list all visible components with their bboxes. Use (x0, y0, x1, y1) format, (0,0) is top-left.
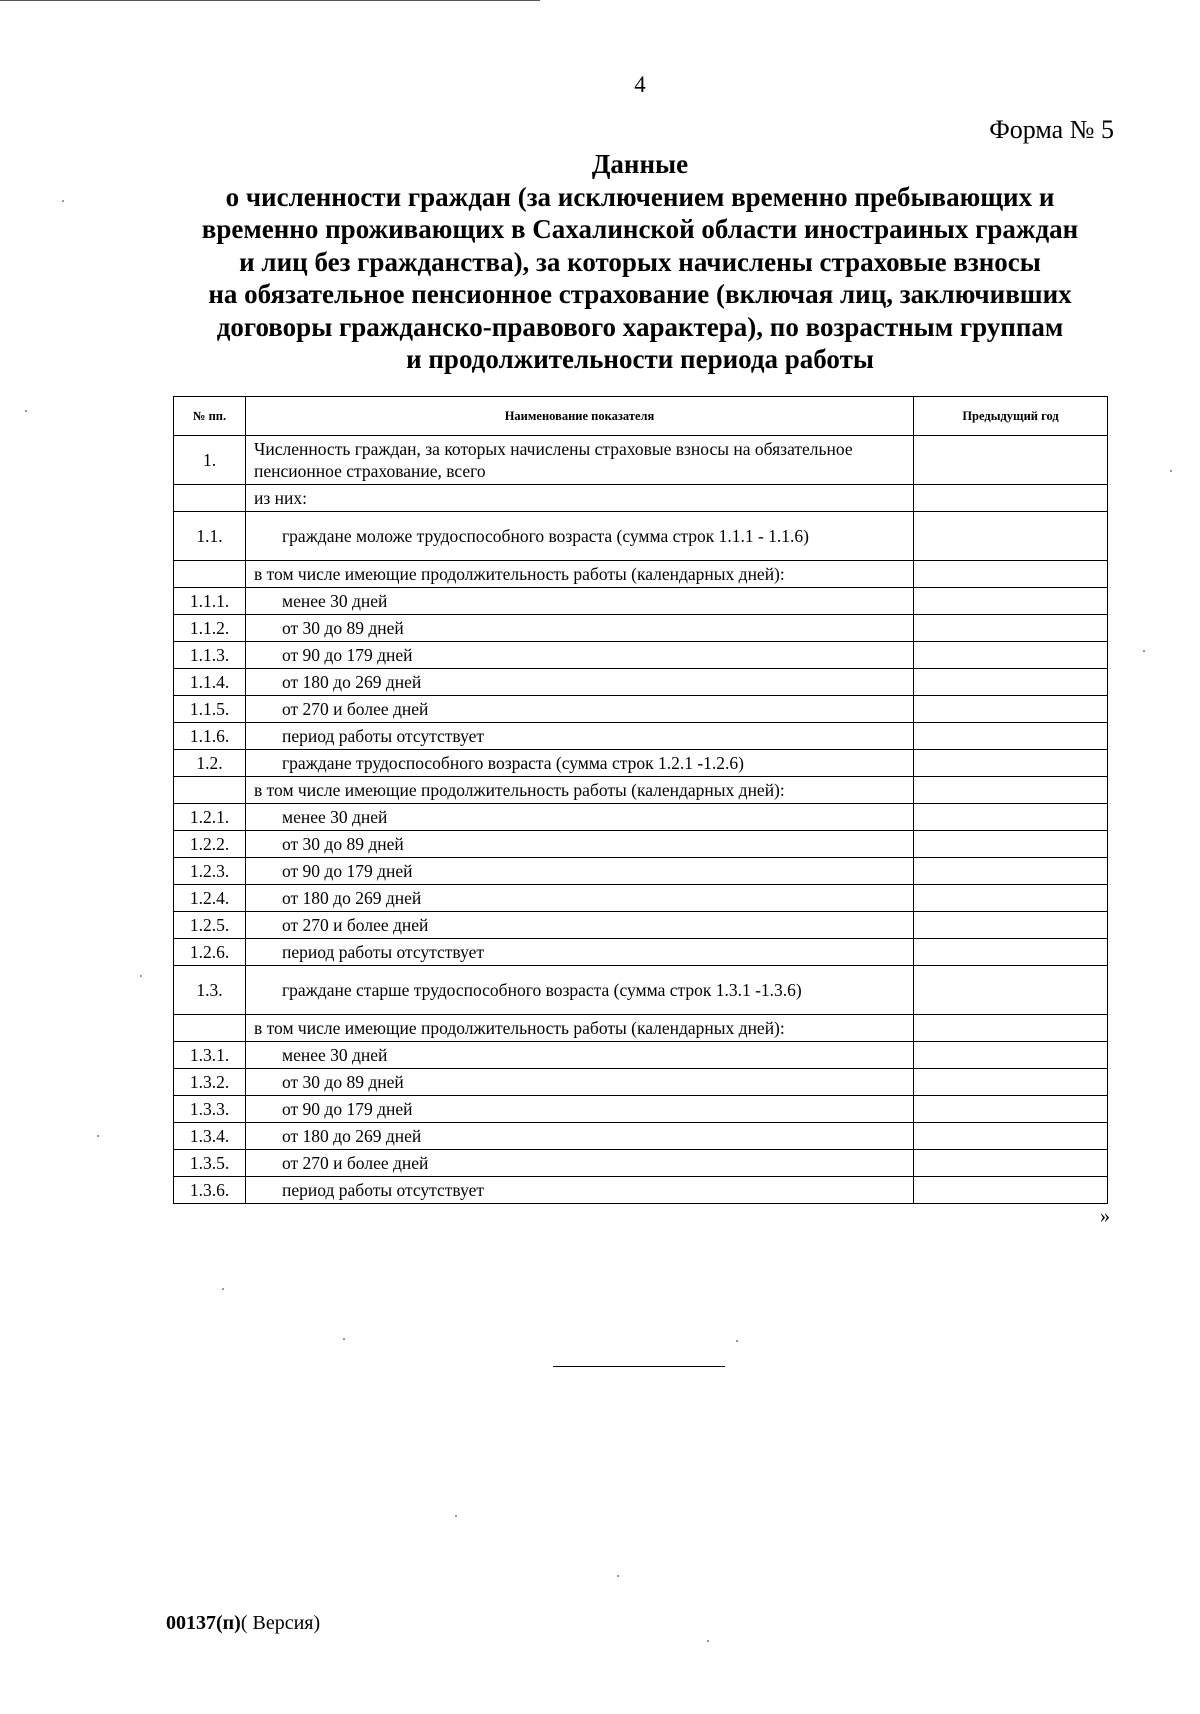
row-indicator-name: от 90 до 179 дней (246, 642, 914, 669)
row-number: 1.1.3. (174, 642, 246, 669)
row-prev-year-value (914, 939, 1108, 966)
row-prev-year-value (914, 1150, 1108, 1177)
row-prev-year-value (914, 1177, 1108, 1204)
row-indicator-name: граждане моложе трудоспособного возраста (сумма строк 1.1.1 - 1.1.6) (246, 512, 914, 561)
scan-speck (140, 975, 142, 977)
row-number: 1.3.3. (174, 1096, 246, 1123)
table-row (174, 1123, 1108, 1150)
table-row (174, 588, 1108, 615)
row-number: 1.1.5. (174, 696, 246, 723)
row-prev-year-value (914, 804, 1108, 831)
row-prev-year-value (914, 669, 1108, 696)
row-prev-year-value (914, 966, 1108, 1015)
row-prev-year-value (914, 858, 1108, 885)
table-header-row (174, 397, 1108, 436)
table-row (174, 1015, 1108, 1042)
document-subtitle: о численности граждан (за исключением временно пребывающих и временно проживающих в Сахалинской области иностраиных граждан и лиц без гражданства), за которых начислены страховые взносы на обязательное пенсионное страхование (включая лиц, заключивших договоры гражданско-правового характера), по возрастным группам и продолжительности периода работы (201, 181, 1079, 374)
table-row (174, 485, 1108, 512)
row-prev-year-value (914, 750, 1108, 777)
row-indicator-name: в том числе имеющие продолжительность работы (календарных дней): (246, 777, 914, 804)
table-row (174, 858, 1108, 885)
table-row (174, 696, 1108, 723)
row-indicator-name: граждане трудоспособного возраста (сумма строк 1.2.1 -1.2.6) (246, 750, 914, 777)
scan-speck (25, 410, 27, 412)
table-row (174, 912, 1108, 939)
form-label: Форма № 5 (989, 115, 1114, 144)
row-prev-year-value (914, 777, 1108, 804)
table-row (174, 804, 1108, 831)
scan-speck (1170, 470, 1172, 472)
row-prev-year-value (914, 642, 1108, 669)
row-prev-year-value (914, 1123, 1108, 1150)
row-number: 1.2.3. (174, 858, 246, 885)
header-num: № пп. (174, 397, 246, 436)
scan-speck (736, 1340, 738, 1342)
row-indicator-name: от 30 до 89 дней (246, 1069, 914, 1096)
row-number: 1.3.1. (174, 1042, 246, 1069)
table-row (174, 512, 1108, 561)
document-title: Данные (591, 149, 689, 179)
row-number (174, 485, 246, 512)
table-row (174, 885, 1108, 912)
document-heading (140, 148, 1140, 376)
row-number: 1.2. (174, 750, 246, 777)
row-prev-year-value (914, 696, 1108, 723)
scan-speck (707, 1640, 709, 1642)
row-prev-year-value (914, 588, 1108, 615)
row-number (174, 561, 246, 588)
row-indicator-name: менее 30 дней (246, 1042, 914, 1069)
document-code (166, 1612, 320, 1635)
scan-speck (62, 200, 64, 202)
row-number: 1.1.4. (174, 669, 246, 696)
row-number: 1. (174, 436, 246, 485)
row-indicator-name: период работы отсутствует (246, 939, 914, 966)
scan-speck (343, 1338, 345, 1340)
table-row (174, 1042, 1108, 1069)
row-number: 1.3.5. (174, 1150, 246, 1177)
row-indicator-name: менее 30 дней (246, 804, 914, 831)
row-number: 1.1.1. (174, 588, 246, 615)
table-row (174, 1096, 1108, 1123)
row-indicator-name: от 270 и более дней (246, 696, 914, 723)
scan-speck (222, 1288, 224, 1290)
row-number: 1.1. (174, 512, 246, 561)
row-number: 1.2.1. (174, 804, 246, 831)
table-row (174, 750, 1108, 777)
row-number: 1.2.4. (174, 885, 246, 912)
row-number (174, 777, 246, 804)
top-border-line (0, 0, 540, 1)
row-prev-year-value (914, 885, 1108, 912)
table-row (174, 436, 1108, 485)
table-row (174, 777, 1108, 804)
table-row (174, 1069, 1108, 1096)
closing-quote: » (1100, 1205, 1110, 1227)
row-indicator-name: период работы отсутствует (246, 1177, 914, 1204)
row-indicator-name: Численность граждан, за которых начислены страховые взносы на обязательное пенсионное страхование, всего (246, 436, 914, 485)
page-number: 4 (634, 72, 646, 97)
row-prev-year-value (914, 561, 1108, 588)
row-indicator-name: менее 30 дней (246, 588, 914, 615)
header-name: Наименование показателя (246, 397, 914, 436)
row-number: 1.2.2. (174, 831, 246, 858)
table-row (174, 966, 1108, 1015)
table-body (174, 436, 1108, 1204)
row-number: 1.3.4. (174, 1123, 246, 1150)
table-row (174, 669, 1108, 696)
data-table (173, 396, 1108, 1204)
row-indicator-name: от 30 до 89 дней (246, 831, 914, 858)
row-prev-year-value (914, 512, 1108, 561)
table-row (174, 561, 1108, 588)
row-prev-year-value (914, 485, 1108, 512)
scan-speck (1143, 650, 1145, 652)
row-prev-year-value (914, 723, 1108, 750)
row-number: 1.1.6. (174, 723, 246, 750)
scan-speck (617, 1575, 619, 1577)
row-number: 1.2.6. (174, 939, 246, 966)
table-row (174, 939, 1108, 966)
row-prev-year-value (914, 436, 1108, 485)
row-indicator-name: от 270 и более дней (246, 1150, 914, 1177)
row-prev-year-value (914, 912, 1108, 939)
header-prev-year: Предыдущий год (914, 397, 1108, 436)
table-row (174, 831, 1108, 858)
row-prev-year-value (914, 1096, 1108, 1123)
row-number: 1.1.2. (174, 615, 246, 642)
row-prev-year-value (914, 1015, 1108, 1042)
row-indicator-name: от 180 до 269 дней (246, 885, 914, 912)
table-row (174, 642, 1108, 669)
row-number: 1.2.5. (174, 912, 246, 939)
row-indicator-name: от 270 и более дней (246, 912, 914, 939)
row-number: 1.3.2. (174, 1069, 246, 1096)
row-indicator-name: от 90 до 179 дней (246, 1096, 914, 1123)
row-indicator-name: в том числе имеющие продолжительность работы (календарных дней): (246, 561, 914, 588)
footnote-separator (553, 1366, 725, 1367)
scan-speck (455, 1515, 457, 1517)
document-code-number: 00137(п) (166, 1612, 241, 1634)
row-indicator-name: период работы отсутствует (246, 723, 914, 750)
row-prev-year-value (914, 615, 1108, 642)
row-prev-year-value (914, 1042, 1108, 1069)
table-row (174, 615, 1108, 642)
row-indicator-name: граждане старше трудоспособного возраста (сумма строк 1.3.1 -1.3.6) (246, 966, 914, 1015)
row-indicator-name: от 90 до 179 дней (246, 858, 914, 885)
row-number: 1.3.6. (174, 1177, 246, 1204)
row-indicator-name: из них: (246, 485, 914, 512)
row-indicator-name: в том числе имеющие продолжительность работы (календарных дней): (246, 1015, 914, 1042)
document-code-version: ( Версия) (240, 1612, 321, 1634)
table-row (174, 1150, 1108, 1177)
table-row (174, 723, 1108, 750)
table-row (174, 1177, 1108, 1204)
row-prev-year-value (914, 831, 1108, 858)
row-indicator-name: от 30 до 89 дней (246, 615, 914, 642)
scan-speck (97, 1135, 99, 1137)
row-number: 1.3. (174, 966, 246, 1015)
row-indicator-name: от 180 до 269 дней (246, 1123, 914, 1150)
row-prev-year-value (914, 1069, 1108, 1096)
row-number (174, 1015, 246, 1042)
row-indicator-name: от 180 до 269 дней (246, 669, 914, 696)
